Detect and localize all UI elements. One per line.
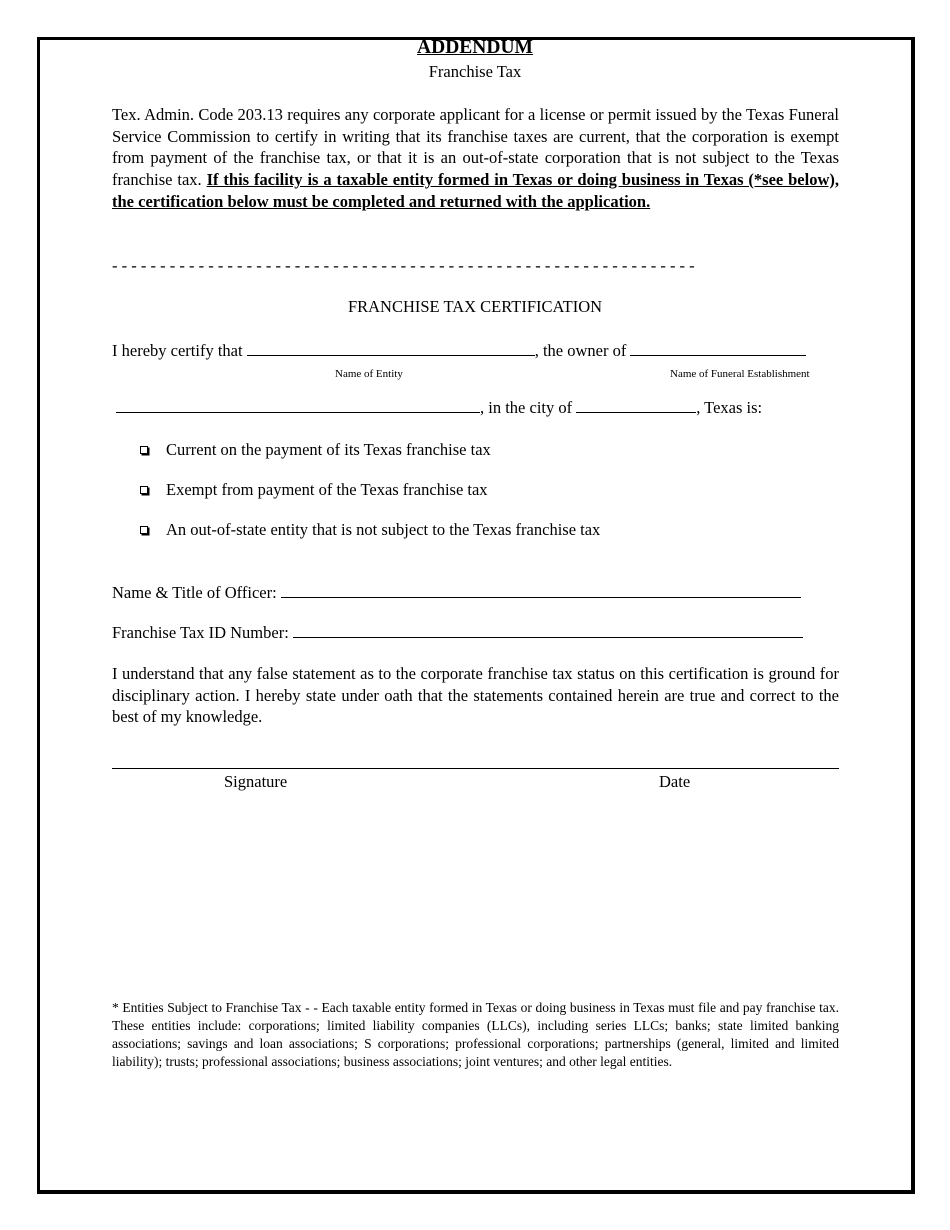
entity-caption: Name of Entity bbox=[335, 368, 403, 380]
certify-line bbox=[112, 340, 806, 361]
city-field[interactable] bbox=[576, 397, 696, 413]
texas-is-label: , Texas is: bbox=[696, 398, 763, 417]
city-of-label: , in the city of bbox=[480, 398, 573, 417]
option-current[interactable] bbox=[140, 440, 491, 460]
checkbox-icon[interactable] bbox=[140, 486, 148, 494]
option-out-of-state[interactable] bbox=[140, 520, 600, 540]
tax-id-line bbox=[112, 622, 803, 643]
option-exempt[interactable] bbox=[140, 480, 488, 500]
checkbox-icon[interactable] bbox=[140, 446, 148, 454]
option-out-of-state-label: An out-of-state entity that is not subject to the Texas franchise tax bbox=[166, 520, 601, 539]
intro-text: Tex. Admin. Code 203.13 requires any corporate applicant for a license or permit issued by the Texas Funeral Service Commission to certify in writing that its franchise taxes are current, that the corporation is exempt from payment of the franchise tax, or that it is an out-of-state corporation that is not subject to the Texas franchise tax. bbox=[112, 105, 839, 190]
address-line bbox=[116, 397, 762, 418]
date-label: Date bbox=[659, 772, 691, 791]
option-exempt-label: Exempt from payment of the Texas franchise tax bbox=[166, 480, 488, 499]
tax-id-label: Franchise Tax ID Number: bbox=[112, 623, 289, 642]
entity-name-field[interactable] bbox=[247, 340, 535, 356]
tax-id-field[interactable] bbox=[293, 622, 803, 638]
signature-label: Signature bbox=[224, 772, 288, 791]
certify-prefix: I hereby certify that bbox=[112, 341, 243, 360]
intro-emphasis: If this facility is a taxable entity formed in Texas or doing business in Texas (*see below), the certification below must be completed and returned with the application. bbox=[112, 170, 840, 211]
officer-label: Name & Title of Officer: bbox=[112, 583, 277, 602]
checkbox-icon[interactable] bbox=[140, 526, 148, 534]
signature-date-line[interactable] bbox=[112, 768, 839, 769]
funeral-establishment-field[interactable] bbox=[630, 340, 806, 356]
officer-line bbox=[112, 582, 801, 603]
establishment-caption: Name of Funeral Establishment bbox=[670, 368, 810, 380]
certification-title: FRANCHISE TAX CERTIFICATION bbox=[347, 297, 603, 316]
officer-name-field[interactable] bbox=[281, 582, 801, 598]
option-current-label: Current on the payment of its Texas franchise tax bbox=[166, 440, 491, 459]
owner-of-label: , the owner of bbox=[534, 341, 627, 360]
address-field[interactable] bbox=[116, 397, 480, 413]
addendum-subtitle: Franchise Tax bbox=[428, 62, 522, 81]
intro-paragraph bbox=[112, 104, 839, 213]
addendum-title: ADDENDUM bbox=[417, 37, 533, 58]
oath-statement: I understand that any false statement as to the corporate franchise tax status on this certification is ground for disciplinary action. I hereby state under oath that the statements contained herein are true and correct to the best of my knowledge. bbox=[112, 664, 839, 727]
footnote: * Entities Subject to Franchise Tax - - Each taxable entity formed in Texas or doing business in Texas must file and pay franchise tax. These entities include: corporations; limited liability companies (LLCs), including series LLCs; banks; state limited banking associations; savings and loan associations; S corporations; professional corporations; partnerships (general, limited and limited liability); trusts; professional associations; business associations; joint ventures; and other legal entities. bbox=[112, 1000, 839, 1069]
cut-line-separator: - - - - - - - - - - - - - - - - - - - - - - - - - - - - - - - - - - - - - - - - - - - - - - - - - - - - - - - - - - - - - bbox=[112, 256, 695, 275]
